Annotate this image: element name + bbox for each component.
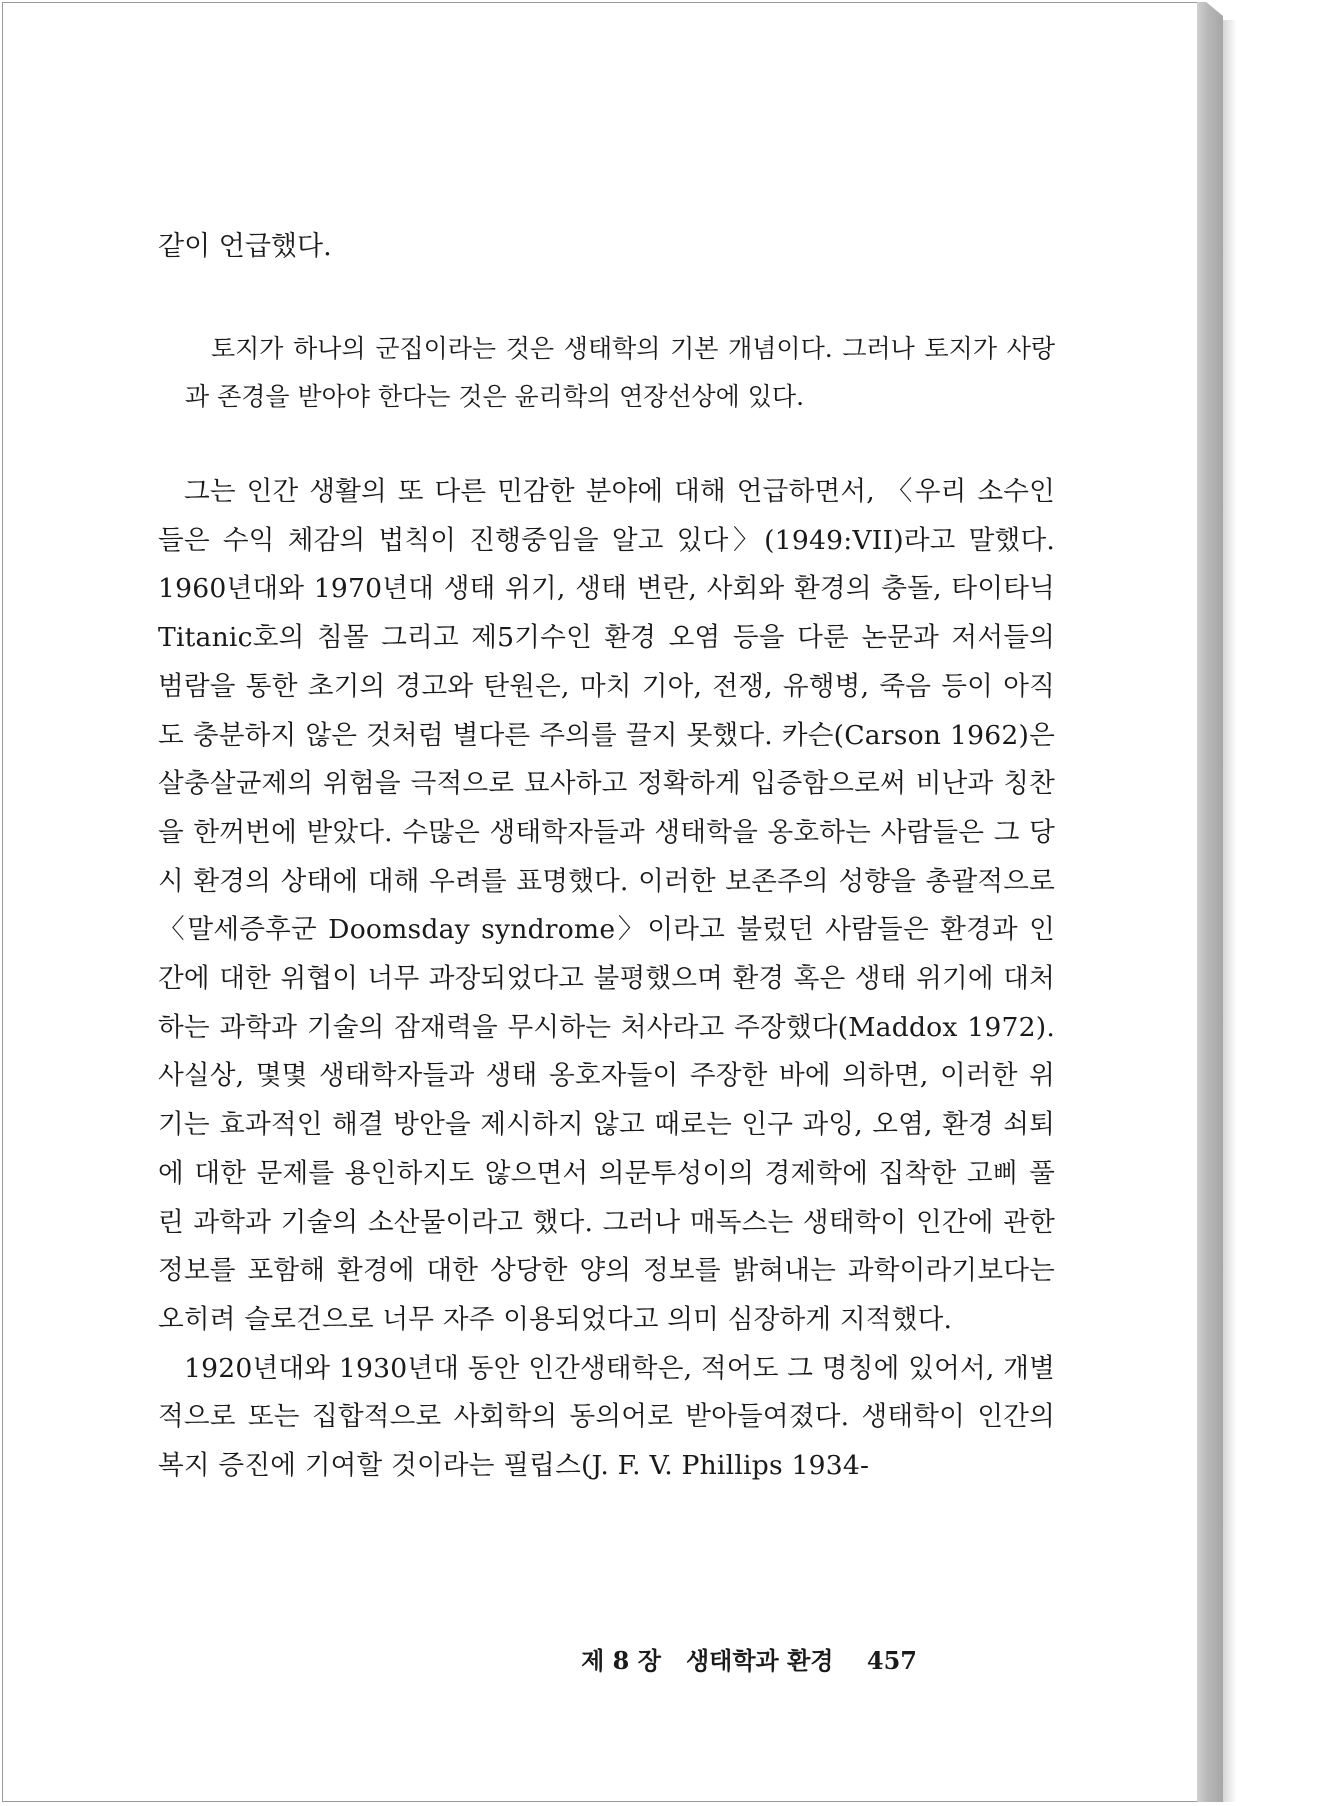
paragraph-2: 1920년대와 1930년대 동안 인간생태학은, 적어도 그 명칭에 있어서, 개별적으로 또는 집합적으로 사회학의 동의어로 받아들여졌다. 생태학이 인간의 복지 증진에 기여할 것이라는 필립스(J. F. V. Phillips 1934-	[158, 1352, 1055, 1482]
page-shadow	[1223, 20, 1237, 1802]
block-quote	[185, 325, 1055, 421]
page-number: 457	[866, 1646, 917, 1675]
footer-chapter-title: 생태학과 환경	[685, 1646, 834, 1675]
paragraph-1: 그는 인간 생활의 또 다른 민감한 분야에 대해 언급하면서, 〈우리 소수인들은 수익 체감의 법칙이 진행중임을 알고 있다〉(1949:VII)라고 말했다. 1960년대와 1970년대 생태 위기, 생태 변란, 사회와 환경의 충돌, 타이타닉 Titanic호의 침몰 그리고 제5기수인 환경 오염 등을 다룬 논문과 저서들의 범람을 통한 초기의 경고와 탄원은, 마치 기아, 전쟁, 유행병, 죽음 등이 아직도 충분하지 않은 것처럼 별다른 주의를 끌지 못했다. 카슨(Carson 1962)은 살충살균제의 위험을 극적으로 묘사하고 정확하게 입증함으로써 비난과 칭찬을 한꺼번에 받았다. 수많은 생태학자들과 생태학을 옹호하는 사람들은 그 당시 환경의 상태에 대해 우려를 표명했다. 이러한 보존주의 성향을 총괄적으로 〈말세증후군 Doomsday syndrome〉이라고 불렀던 사람들은 환경과 인간에 대한 위협이 너무 과장되었다고 불평했으며 환경 혹은 생태 위기에 대처하는 과학과 기술의 잠재력을 무시하는 처사라고 주장했다(Maddox 1972). 사실상, 몇몇 생태학자들과 생태 옹호자들이 주장한 바에 의하면, 이러한 위기는 효과적인 해결 방안을 제시하지 않고 때로는 인구 과잉, 오염, 환경 쇠퇴에 대한 문제를 용인하지도 않으면서 의문투성이의 경제학에 집착한 고삐 풀린 과학과 기술의 소산물이라고 했다. 그러나 매독스는 생태학이 인간에 관한 정보를 포함해 환경에 대한 상당한 양의 정보를 밝혀내는 과학이라기보다는 오히려 슬로건으로 너무 자주 이용되었다고 의미 심장하게 지적했다.	[158, 476, 1055, 1335]
footer-chapter: 제 8 장	[581, 1646, 661, 1675]
body-text	[158, 468, 1055, 1491]
running-footer	[581, 1641, 917, 1676]
quote-text: 토지가 하나의 군집이라는 것은 생태학의 기본 개념이다. 그러나 토지가 사랑과 존경을 받아야 한다는 것은 윤리학의 연장선상에 있다.	[185, 334, 1055, 411]
opening-line: 같이 언급했다.	[158, 231, 332, 262]
page-stack-edge	[1197, 2, 1223, 1802]
book-page	[2, 2, 1198, 1802]
